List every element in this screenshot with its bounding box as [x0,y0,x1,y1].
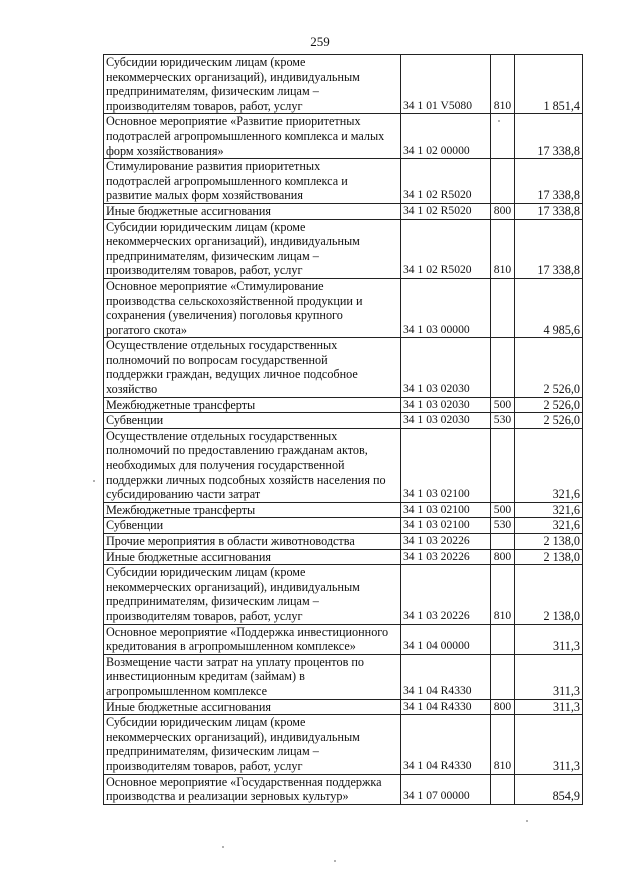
budget-table [103,54,583,805]
row-name-line: Возмещение части затрат на уплату процентов по [106,654,364,669]
row-amount: 17 338,8 [515,203,583,219]
table-row [104,338,583,397]
row-name [104,502,401,518]
row-name-line: полномочий по предоставлению гражданам актов, [106,443,368,458]
row-amount: 854,9 [515,774,583,804]
row-expense-type: 810 [491,219,515,278]
row-name-line: предпринимателям, физическим лицам – [106,84,319,99]
row-expense-type: 500 [491,397,515,413]
row-expense-type [491,534,515,550]
row-name [104,278,401,337]
scan-speck [498,120,500,122]
row-expense-type: 810 [491,55,515,114]
row-name-line: производителям товаров, работ, услуг [106,608,303,623]
row-expense-type [491,774,515,804]
row-name [104,159,401,204]
row-amount: 2 138,0 [515,534,583,550]
table-row [104,55,583,114]
row-amount: 2 138,0 [515,565,583,624]
row-target-code: 34 1 03 02100 [401,428,491,502]
row-name-line: Прочие мероприятия в области животноводства [106,534,355,548]
row-expense-type [491,338,515,397]
row-name-line: производства сельскохозяйственной продукции и [106,293,363,308]
row-expense-type [491,114,515,159]
row-target-code: 34 1 02 00000 [401,114,491,159]
row-name-line: Субвенции [106,518,164,533]
row-amount: 321,6 [515,518,583,534]
row-name-line: полномочий по вопросам государственной [106,352,328,367]
row-name-line: предпринимателям, физическим лицам – [106,744,319,759]
row-amount: 17 338,8 [515,219,583,278]
table-row [104,397,583,413]
row-name-line: Основное мероприятие «Государственная поддержка [106,774,382,789]
row-name-line: сохранения (увеличения) поголовья крупного [106,308,343,323]
row-expense-type: 800 [491,549,515,565]
row-name-line: предпринимателям, физическим лицам – [106,594,319,609]
row-name-line: некоммерческих организаций), индивидуальным [106,69,360,84]
row-amount: 2 526,0 [515,397,583,413]
row-name-line: Основное мероприятие «Развитие приоритетных [106,114,361,129]
page-number: 259 [310,34,330,49]
row-name [104,518,401,534]
row-target-code: 34 1 04 R4330 [401,654,491,699]
row-name [104,549,401,565]
row-name-line: рогатого скота» [106,322,187,337]
row-name-line: кредитования в агропромышленном комплексе» [106,639,356,654]
row-name-line: поддержки граждан, ведущих личное подсобное [106,367,358,382]
row-target-code: 34 1 02 R5020 [401,159,491,204]
row-name-line: производителям товаров, работ, услуг [106,98,303,113]
row-name [104,715,401,774]
row-amount: 311,3 [515,715,583,774]
table-row [104,774,583,804]
row-name-line: Субсидии юридическим лицам (кроме [106,565,306,580]
row-expense-type: 530 [491,518,515,534]
row-amount: 311,3 [515,699,583,715]
row-expense-type: 530 [491,413,515,429]
row-name-line: субсидированию части затрат [106,487,261,502]
row-amount: 311,3 [515,624,583,654]
table-row [104,219,583,278]
row-name-line: Субсидии юридическим лицам (кроме [106,55,306,69]
table-row [104,654,583,699]
row-target-code: 34 1 03 00000 [401,278,491,337]
row-name-line: Субсидии юридическим лицам (кроме [106,715,306,730]
row-expense-type [491,624,515,654]
scan-speck [93,480,95,482]
row-expense-type [491,159,515,204]
row-name [104,203,401,219]
row-name-line: некоммерческих организаций), индивидуальным [106,234,360,249]
row-name [104,774,401,804]
row-name [104,338,401,397]
row-name-line: Иные бюджетные ассигнования [106,699,272,714]
scan-speck [222,846,224,848]
row-target-code: 34 1 01 V5080 [401,55,491,114]
row-name [104,565,401,624]
row-name-line: Субвенции [106,413,164,428]
table-row [104,699,583,715]
row-target-code: 34 1 03 02100 [401,518,491,534]
row-amount: 2 526,0 [515,338,583,397]
row-name-line: Основное мероприятие «Стимулирование [106,278,324,293]
row-expense-type: 500 [491,502,515,518]
row-amount: 2 138,0 [515,549,583,565]
row-name-line: Субсидии юридическим лицам (кроме [106,219,306,234]
row-expense-type: 800 [491,203,515,219]
row-name-line: развитие малых форм хозяйствования [106,188,303,203]
row-target-code: 34 1 03 02030 [401,413,491,429]
row-name-line: подотраслей агропромышленного комплекса и малых [106,128,385,143]
row-name [104,699,401,715]
table-row [104,534,583,550]
row-amount: 2 526,0 [515,413,583,429]
row-expense-type: 800 [491,699,515,715]
row-name-line: подотраслей агропромышленного комплекса и [106,173,348,188]
row-name-line: инвестиционным кредитам (займам) в [106,669,305,684]
row-target-code: 34 1 02 R5020 [401,219,491,278]
budget-table-body [104,55,583,805]
scan-speck [334,860,336,862]
row-target-code: 34 1 03 02030 [401,338,491,397]
row-amount: 4 985,6 [515,278,583,337]
row-target-code: 34 1 02 R5020 [401,203,491,219]
table-row [104,624,583,654]
row-expense-type [491,654,515,699]
row-name [104,428,401,502]
row-name [104,413,401,429]
row-name-line: Межбюджетные трансферты [106,502,256,517]
table-row [104,565,583,624]
row-name-line: Осуществление отдельных государственных [106,338,338,353]
row-target-code: 34 1 03 02030 [401,397,491,413]
table-row [104,518,583,534]
row-name-line: форм хозяйствования» [106,143,224,158]
row-target-code: 34 1 03 20226 [401,534,491,550]
table-row [104,413,583,429]
table-row [104,203,583,219]
row-amount: 311,3 [515,654,583,699]
row-target-code: 34 1 03 20226 [401,549,491,565]
row-name-line: некоммерческих организаций), индивидуальным [106,729,360,744]
row-target-code: 34 1 03 20226 [401,565,491,624]
scan-speck [526,820,528,822]
row-name [104,624,401,654]
row-expense-type [491,278,515,337]
row-amount: 321,6 [515,428,583,502]
row-name-line: поддержки личных подсобных хозяйств населения по [106,472,386,487]
row-amount: 321,6 [515,502,583,518]
row-name-line: хозяйство [106,382,158,397]
row-name [104,114,401,159]
row-name-line: Межбюджетные трансферты [106,397,256,412]
row-name [104,219,401,278]
table-row [104,114,583,159]
table-row [104,428,583,502]
row-name-line: предпринимателям, физическим лицам – [106,248,319,263]
row-target-code: 34 1 04 R4330 [401,699,491,715]
row-name [104,654,401,699]
table-row [104,502,583,518]
row-name-line: Осуществление отдельных государственных [106,428,338,443]
row-target-code: 34 1 04 R4330 [401,715,491,774]
row-expense-type: 810 [491,715,515,774]
row-expense-type: 810 [491,565,515,624]
row-name-line: Основное мероприятие «Поддержка инвестиционного [106,624,389,639]
row-amount: 17 338,8 [515,114,583,159]
row-name-line: производства и реализации зерновых культур» [106,789,349,804]
table-row [104,278,583,337]
row-name-line: некоммерческих организаций), индивидуальным [106,579,360,594]
row-amount: 17 338,8 [515,159,583,204]
row-name-line: производителям товаров, работ, услуг [106,758,303,773]
row-name [104,397,401,413]
row-target-code: 34 1 07 00000 [401,774,491,804]
row-expense-type [491,428,515,502]
table-row [104,715,583,774]
row-amount: 1 851,4 [515,55,583,114]
table-row [104,549,583,565]
row-name-line: Стимулирование развития приоритетных [106,159,321,174]
row-name-line: Иные бюджетные ассигнования [106,203,272,218]
row-name-line: необходимых для получения государственной [106,458,345,473]
row-name [104,55,401,114]
row-name-line: производителям товаров, работ, услуг [106,263,303,278]
row-target-code: 34 1 03 02100 [401,502,491,518]
row-name-line: Иные бюджетные ассигнования [106,549,272,564]
row-name-line: агропромышленном комплексе [106,683,267,698]
row-target-code: 34 1 04 00000 [401,624,491,654]
table-row [104,159,583,204]
row-name [104,534,401,550]
